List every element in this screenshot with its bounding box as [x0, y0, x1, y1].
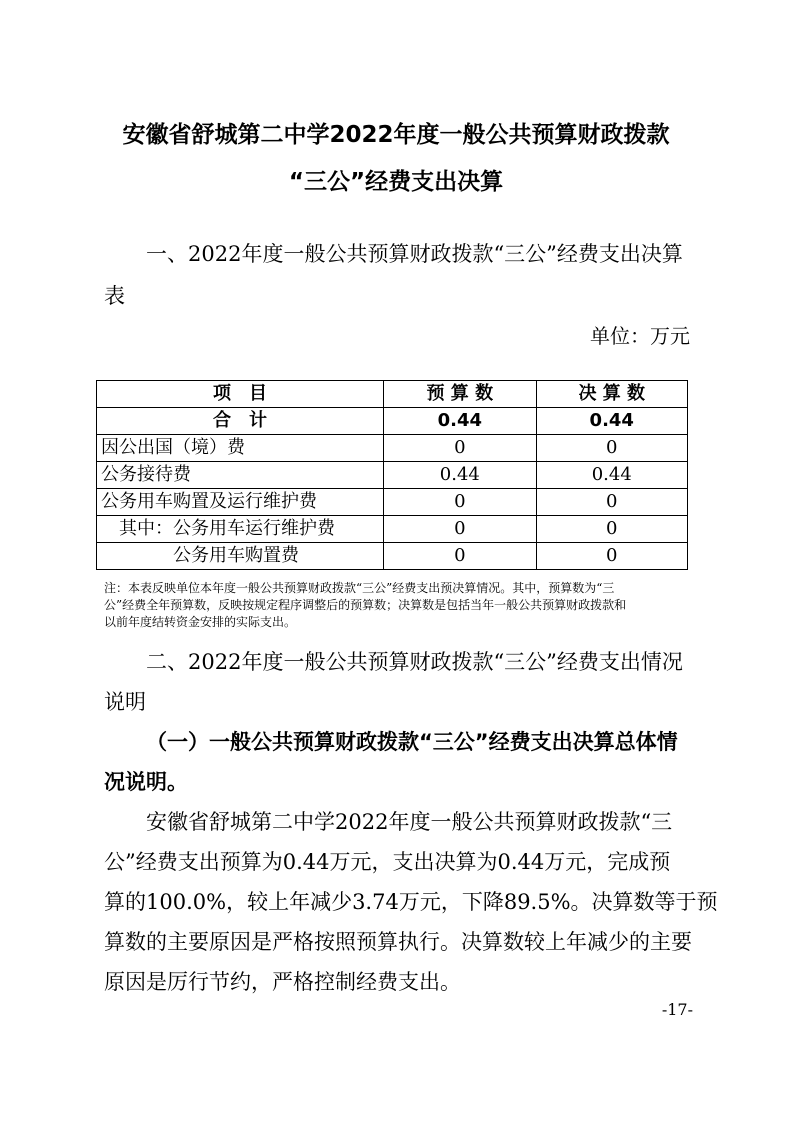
row-item: 公务接待费 — [97, 462, 384, 489]
body-paragraph-line: 原因是厉行节约，严格控制经费支出。 — [104, 970, 461, 994]
note-line: 公”经费全年预算数，反映按规定程序调整后的预算数；决算数是包括当年一般公共预算财政拨款和 — [104, 598, 627, 612]
document-title-line-2: “三公”经费支出决算 — [288, 169, 504, 195]
table-row — [97, 489, 688, 516]
subsection1-heading: （一）一般公共预算财政拨款“三公”经费支出决算总体情 — [146, 730, 678, 754]
row-budget: 0 — [384, 435, 536, 462]
section2-heading-cont: 说明 — [104, 690, 146, 714]
header-budget: 预 算 数 — [384, 381, 536, 408]
section2-heading: 二、2022年度一般公共预算财政拨款“三公”经费支出情况 — [146, 650, 683, 674]
section1-heading: 一、2022年度一般公共预算财政拨款“三公”经费支出决算 — [146, 242, 683, 266]
row-final: 0 — [536, 435, 687, 462]
row-item: 公务用车购置费 — [97, 543, 384, 570]
document-title-line-1: 安徽省舒城第二中学2022年度一般公共预算财政拨款 — [122, 122, 670, 148]
row-item: 其中：公务用车运行维护费 — [97, 516, 384, 543]
table-row — [97, 408, 688, 435]
row-budget: 0 — [384, 543, 536, 570]
row-budget: 0.44 — [384, 462, 536, 489]
body-paragraph-line: 公”经费支出预算为0.44万元，支出决算为0.44万元，完成预 — [104, 850, 671, 874]
row-budget: 0 — [384, 489, 536, 516]
row-final: 0.44 — [536, 408, 687, 435]
body-paragraph-line: 算数的主要原因是严格按照预算执行。决算数较上年减少的主要 — [104, 930, 692, 954]
subsection1-heading-cont: 况说明。 — [104, 770, 188, 794]
row-final: 0.44 — [536, 462, 687, 489]
body-paragraph-line: 算的100.0%，较上年减少3.74万元，下降89.5%。决算数等于预 — [104, 890, 718, 914]
header-item: 项 目 — [97, 381, 384, 408]
page-number: -17- — [661, 1000, 693, 1019]
row-final: 0 — [536, 489, 687, 516]
table-row — [97, 516, 688, 543]
header-final: 决 算 数 — [536, 381, 687, 408]
row-item: 因公出国（境）费 — [97, 435, 384, 462]
expense-table — [96, 380, 688, 570]
row-budget: 0 — [384, 516, 536, 543]
table-row — [97, 462, 688, 489]
section1-heading-cont: 表 — [104, 284, 125, 308]
row-final: 0 — [536, 516, 687, 543]
table-note — [104, 580, 694, 631]
table-row — [97, 435, 688, 462]
row-budget: 0.44 — [384, 408, 536, 435]
row-item: 合 计 — [97, 408, 384, 435]
unit-label: 单位：万元 — [590, 324, 690, 348]
body-paragraph-line: 安徽省舒城第二中学2022年度一般公共预算财政拨款“三 — [146, 810, 673, 834]
table-header-row — [97, 381, 688, 408]
row-item: 公务用车购置及运行维护费 — [97, 489, 384, 516]
note-line: 注：本表反映单位本年度一般公共预算财政拨款“三公”经费支出预决算情况。其中，预算数为“三 — [104, 581, 615, 595]
note-line: 以前年度结转资金安排的实际支出。 — [104, 615, 297, 629]
row-final: 0 — [536, 543, 687, 570]
table-row — [97, 543, 688, 570]
